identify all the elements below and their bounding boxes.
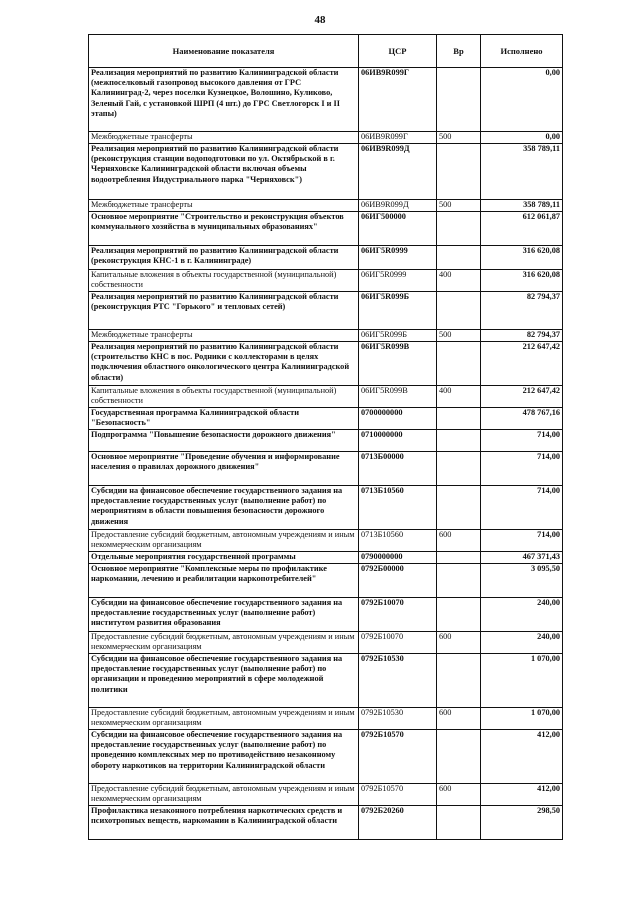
indicator-name-cell: Профилактика незаконного потребления наркотических средств и психотропных веществ, наркомании в Калининградской области xyxy=(89,806,359,840)
indicator-name-cell: Реализация мероприятий по развитию Калининградской области (реконструкция КНС-1 в г. Калининграде) xyxy=(89,246,359,270)
expense-type-cell xyxy=(437,730,481,784)
csr-code-cell: 06ИГ5R099Б xyxy=(359,330,437,342)
indicator-name-cell: Основное мероприятие "Строительство и реконструкция объектов коммунального хозяйства в муниципальных образованиях" xyxy=(89,212,359,246)
indicator-name-cell: Реализация мероприятий по развитию Калининградской области (реконструкция станции водоподготовки по ул. Октябрьской в г. Черняховске Калининградской области включая объемы водоотребления Индустриального парка "Черняховск") xyxy=(89,144,359,200)
csr-code-cell: 06ИГ5R099Б xyxy=(359,292,437,330)
table-row xyxy=(89,654,563,708)
executed-amount-cell: 0,00 xyxy=(481,68,563,132)
executed-amount-cell: 212 647,42 xyxy=(481,386,563,408)
expense-type-cell xyxy=(437,144,481,200)
expense-type-cell: 400 xyxy=(437,270,481,292)
csr-code-cell: 0792Б10070 xyxy=(359,598,437,632)
indicator-name-cell: Капитальные вложения в объекты государственной (муниципальной) собственности xyxy=(89,386,359,408)
table-row xyxy=(89,270,563,292)
table-row xyxy=(89,386,563,408)
indicator-name-cell: Предоставление субсидий бюджетным, автономным учреждениям и иным некоммерческим организациям xyxy=(89,708,359,730)
indicator-name-cell: Реализация мероприятий по развитию Калининградской области (строительство КНС в пос. Родники с коллекторами в целях подключения областного онкологического центра Калининградской области) xyxy=(89,342,359,386)
table-row xyxy=(89,486,563,530)
expense-type-cell: 400 xyxy=(437,386,481,408)
indicator-name-cell: Субсидии на финансовое обеспечение государственного задания на предоставление государственных услуг (выполнение работ) по мероприятиям в области повышения безопасности дорожного движения xyxy=(89,486,359,530)
csr-code-cell: 0700000000 xyxy=(359,408,437,430)
indicator-name-cell: Межбюджетные трансферты xyxy=(89,200,359,212)
csr-code-cell: 06ИГ5R0999 xyxy=(359,270,437,292)
expense-type-cell xyxy=(437,246,481,270)
header-name: Наименование показателя xyxy=(89,35,359,68)
table-row xyxy=(89,330,563,342)
expense-type-cell xyxy=(437,806,481,840)
expense-type-cell xyxy=(437,598,481,632)
csr-code-cell: 0792Б10570 xyxy=(359,784,437,806)
table-row xyxy=(89,132,563,144)
budget-execution-table xyxy=(88,34,563,840)
expense-type-cell xyxy=(437,564,481,598)
csr-code-cell: 0792Б10530 xyxy=(359,654,437,708)
csr-code-cell: 0713Б10560 xyxy=(359,530,437,552)
expense-type-cell: 500 xyxy=(437,200,481,212)
indicator-name-cell: Государственная программа Калининградской области "Безопасность" xyxy=(89,408,359,430)
indicator-name-cell: Основное мероприятие "Комплексные меры по профилактике наркомании, лечению и реабилитации наркопотребителей" xyxy=(89,564,359,598)
indicator-name-cell: Реализация мероприятий по развитию Калининградской области (межпоселковый газопровод высокого давления от ГРС Калининград-2, через поселки Кузнецкое, Волошино, Куликово, Зеленый Гай, с установкой ШРП (4 шт.) до ГРС Светлогорск I и II этапы) xyxy=(89,68,359,132)
table-row xyxy=(89,530,563,552)
indicator-name-cell: Субсидии на финансовое обеспечение государственного задания на предоставление государственных услуг (выполнение работ) институтом развития образования xyxy=(89,598,359,632)
executed-amount-cell: 612 061,87 xyxy=(481,212,563,246)
indicator-name-cell: Предоставление субсидий бюджетным, автономным учреждениям и иным некоммерческим организациям xyxy=(89,784,359,806)
table-header-row xyxy=(89,35,563,68)
indicator-name-cell: Межбюджетные трансферты xyxy=(89,132,359,144)
table-row xyxy=(89,292,563,330)
table-row xyxy=(89,784,563,806)
csr-code-cell: 0710000000 xyxy=(359,430,437,452)
table-body xyxy=(89,68,563,840)
executed-amount-cell: 412,00 xyxy=(481,784,563,806)
executed-amount-cell: 1 070,00 xyxy=(481,654,563,708)
expense-type-cell: 600 xyxy=(437,530,481,552)
csr-code-cell: 06ИВ9R099Д xyxy=(359,200,437,212)
table-row xyxy=(89,806,563,840)
csr-code-cell: 0790000000 xyxy=(359,552,437,564)
table-row xyxy=(89,552,563,564)
executed-amount-cell: 212 647,42 xyxy=(481,342,563,386)
executed-amount-cell: 714,00 xyxy=(481,486,563,530)
table-row xyxy=(89,598,563,632)
csr-code-cell: 0792Б10570 xyxy=(359,730,437,784)
page-number: 48 xyxy=(314,14,326,26)
header-csr: ЦСР xyxy=(359,35,437,68)
table-row xyxy=(89,200,563,212)
indicator-name-cell: Субсидии на финансовое обеспечение государственного задания на предоставление государственных услуг (выполнение работ) по проведению комплексных мер по противодействию незаконному обороту наркотиков на территории Калининградской области xyxy=(89,730,359,784)
csr-code-cell: 06ИВ9R099Г xyxy=(359,132,437,144)
executed-amount-cell: 82 794,37 xyxy=(481,330,563,342)
table-row xyxy=(89,68,563,132)
executed-amount-cell: 714,00 xyxy=(481,452,563,486)
table-row xyxy=(89,632,563,654)
expense-type-cell xyxy=(437,486,481,530)
table-row xyxy=(89,212,563,246)
csr-code-cell: 06ИГ500000 xyxy=(359,212,437,246)
csr-code-cell: 0792Б10070 xyxy=(359,632,437,654)
table-row xyxy=(89,730,563,784)
csr-code-cell: 0792Б00000 xyxy=(359,564,437,598)
expense-type-cell: 500 xyxy=(437,132,481,144)
csr-code-cell: 06ИВ9R099Г xyxy=(359,68,437,132)
table-row xyxy=(89,452,563,486)
expense-type-cell: 500 xyxy=(437,330,481,342)
header-value: Исполнено xyxy=(481,35,563,68)
indicator-name-cell: Межбюджетные трансферты xyxy=(89,330,359,342)
indicator-name-cell: Основное мероприятие "Проведение обучения и информирование населения о правилах дорожного движения" xyxy=(89,452,359,486)
table-row xyxy=(89,564,563,598)
executed-amount-cell: 240,00 xyxy=(481,598,563,632)
table-row xyxy=(89,246,563,270)
table-row xyxy=(89,144,563,200)
expense-type-cell xyxy=(437,654,481,708)
indicator-name-cell: Реализация мероприятий по развитию Калининградской области (реконструкция РТС "Горького" и тепловых сетей) xyxy=(89,292,359,330)
csr-code-cell: 0713Б00000 xyxy=(359,452,437,486)
csr-code-cell: 06ИВ9R099Д xyxy=(359,144,437,200)
executed-amount-cell: 478 767,16 xyxy=(481,408,563,430)
expense-type-cell xyxy=(437,68,481,132)
expense-type-cell xyxy=(437,430,481,452)
csr-code-cell: 06ИГ5R0999 xyxy=(359,246,437,270)
csr-code-cell: 0792Б10530 xyxy=(359,708,437,730)
expense-type-cell xyxy=(437,552,481,564)
indicator-name-cell: Субсидии на финансовое обеспечение государственного задания на предоставление государственных услуг (выполнение работ) по организации и проведению мероприятий в сфере молодежной политики xyxy=(89,654,359,708)
indicator-name-cell: Отдельные мероприятия государственной программы xyxy=(89,552,359,564)
executed-amount-cell: 316 620,08 xyxy=(481,270,563,292)
executed-amount-cell: 316 620,08 xyxy=(481,246,563,270)
table-row xyxy=(89,408,563,430)
executed-amount-cell: 714,00 xyxy=(481,530,563,552)
indicator-name-cell: Подпрограмма "Повышение безопасности дорожного движения" xyxy=(89,430,359,452)
csr-code-cell: 0713Б10560 xyxy=(359,486,437,530)
executed-amount-cell: 3 095,50 xyxy=(481,564,563,598)
expense-type-cell xyxy=(437,342,481,386)
executed-amount-cell: 412,00 xyxy=(481,730,563,784)
executed-amount-cell: 467 371,43 xyxy=(481,552,563,564)
expense-type-cell xyxy=(437,408,481,430)
header-vr: Вр xyxy=(437,35,481,68)
indicator-name-cell: Капитальные вложения в объекты государственной (муниципальной) собственности xyxy=(89,270,359,292)
executed-amount-cell: 1 070,00 xyxy=(481,708,563,730)
table-row xyxy=(89,430,563,452)
csr-code-cell: 06ИГ5R099В xyxy=(359,342,437,386)
executed-amount-cell: 0,00 xyxy=(481,132,563,144)
executed-amount-cell: 298,50 xyxy=(481,806,563,840)
expense-type-cell xyxy=(437,292,481,330)
executed-amount-cell: 82 794,37 xyxy=(481,292,563,330)
expense-type-cell xyxy=(437,452,481,486)
csr-code-cell: 06ИГ5R099В xyxy=(359,386,437,408)
executed-amount-cell: 358 789,11 xyxy=(481,200,563,212)
executed-amount-cell: 240,00 xyxy=(481,632,563,654)
executed-amount-cell: 358 789,11 xyxy=(481,144,563,200)
expense-type-cell: 600 xyxy=(437,784,481,806)
executed-amount-cell: 714,00 xyxy=(481,430,563,452)
indicator-name-cell: Предоставление субсидий бюджетным, автономным учреждениям и иным некоммерческим организациям xyxy=(89,632,359,654)
expense-type-cell: 600 xyxy=(437,632,481,654)
indicator-name-cell: Предоставление субсидий бюджетным, автономным учреждениям и иным некоммерческим организациям xyxy=(89,530,359,552)
expense-type-cell: 600 xyxy=(437,708,481,730)
table-row xyxy=(89,708,563,730)
table-row xyxy=(89,342,563,386)
expense-type-cell xyxy=(437,212,481,246)
csr-code-cell: 0792Б20260 xyxy=(359,806,437,840)
